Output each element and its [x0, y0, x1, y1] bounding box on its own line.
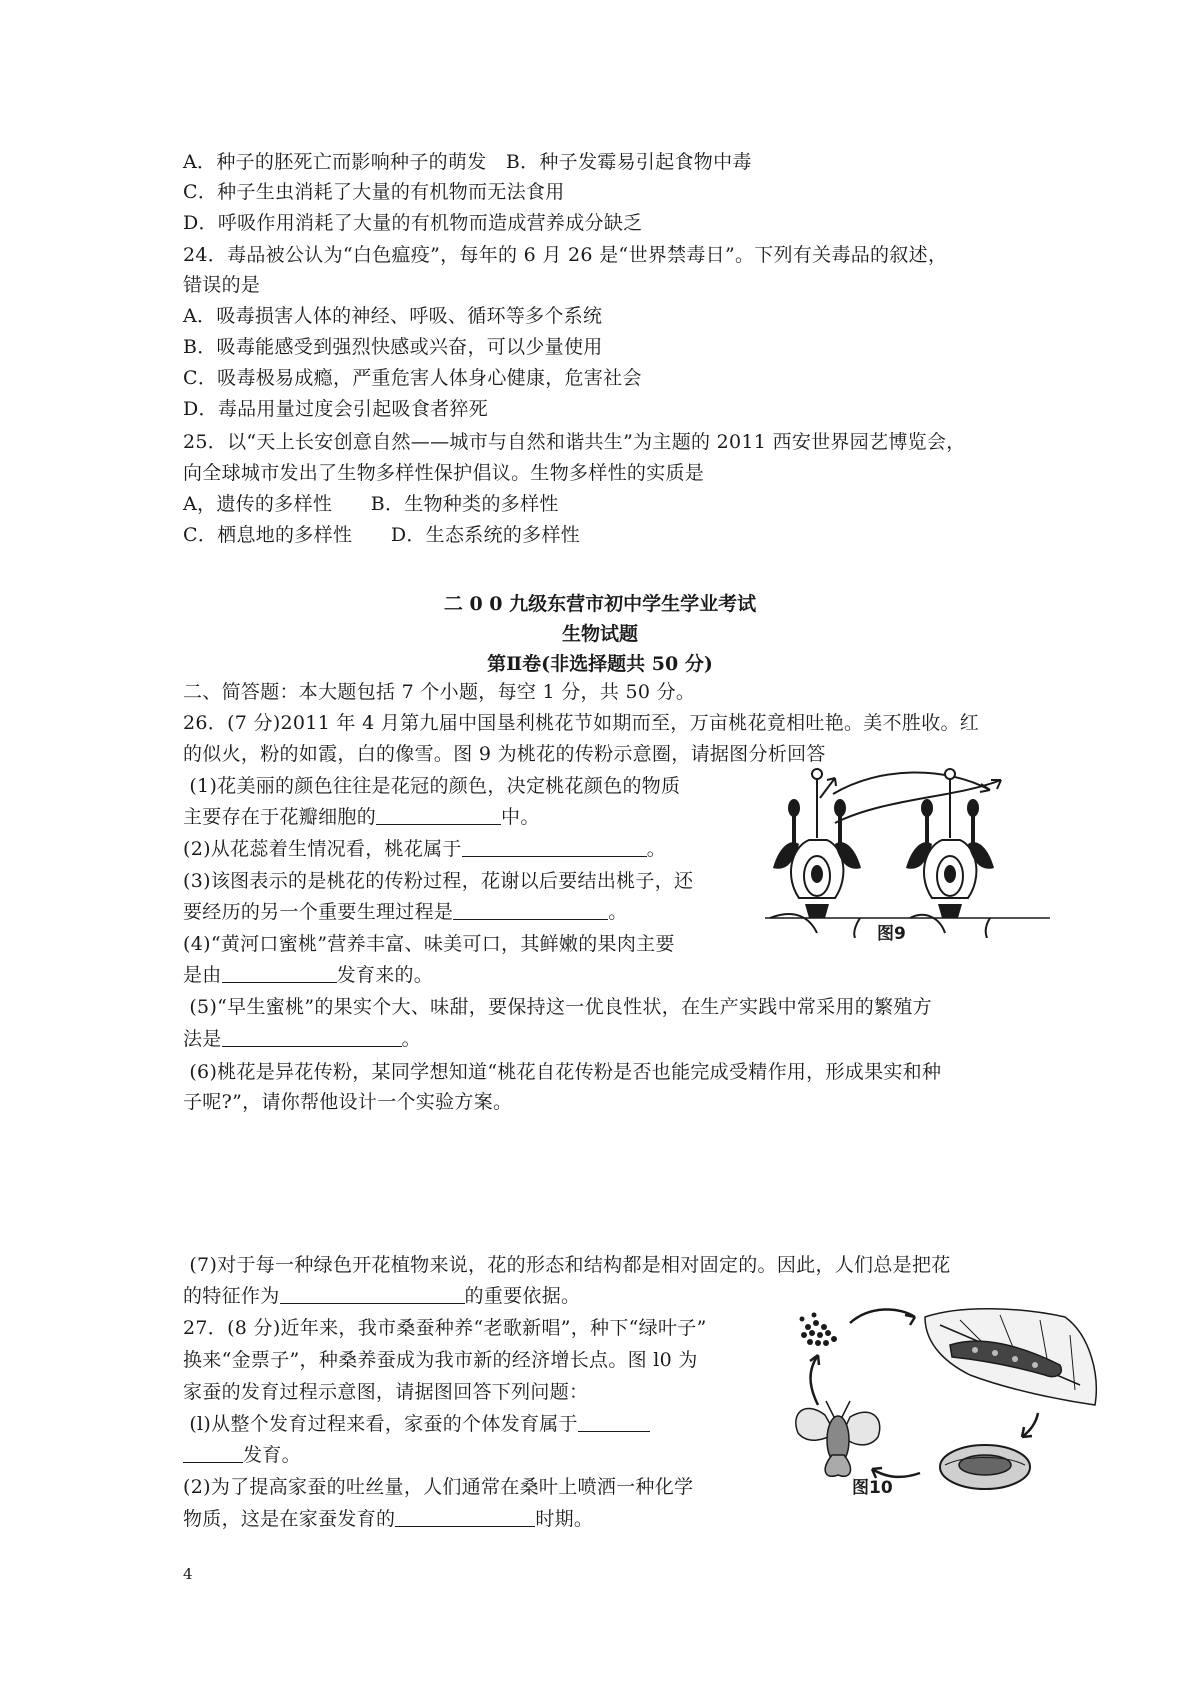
- q27-part1-line2: 发育。: [183, 1443, 301, 1467]
- section-instructions: 二、简答题：本大题包括 7 个小题，每空 1 分，共 50 分。: [183, 681, 696, 703]
- answer-blank[interactable]: [280, 1285, 465, 1304]
- q23-option-c: C．种子生虫消耗了大量的有机物而无法食用: [183, 181, 565, 203]
- q26-part7-line2: 的特征作为 的重要依据。: [183, 1285, 581, 1307]
- answer-blank[interactable]: [183, 1444, 243, 1463]
- q23-option-d: D．呼吸作用消耗了大量的有机物而造成营养成分缺乏: [183, 212, 643, 234]
- page-number: 4: [183, 1565, 193, 1583]
- q25-options-c-d: C．栖息地的多样性 D．生态系统的多样性: [183, 524, 581, 546]
- q27-part1-line1: (l)从整个发育过程来看，家蚕的个体发育属于: [183, 1412, 650, 1436]
- q25-options-a-b: A，遗传的多样性 B．生物种类的多样性: [183, 493, 559, 515]
- subject-title: 生物试题: [561, 623, 638, 645]
- q26-part1-line1: (1)花美丽的颜色往往是花冠的颜色，决定桃花颜色的物质: [183, 775, 681, 797]
- q24-option-b: B．吸毒能感受到强烈快感或兴奋，可以少量使用: [183, 336, 603, 358]
- q25-stem-line2: 向全球城市发出了生物多样性保护倡议。生物多样性的实质是: [183, 462, 705, 484]
- answer-blank[interactable]: [395, 1508, 535, 1527]
- q27-part2-line1: (2)为了提高家蚕的吐丝量，人们通常在桑叶上喷洒一种化学: [183, 1476, 694, 1498]
- q26-part3-line2: 要经历的另一个重要生理过程是 。: [183, 901, 628, 923]
- figure-10-caption: 图10: [852, 1478, 893, 1498]
- q27-stem-line1: 27．(8 分)近年来，我市桑蚕种养“老歌新唱”，种下“绿叶子”: [183, 1317, 707, 1339]
- q24-option-c: C．吸毒极易成瘾，严重危害人体身心健康，危害社会: [183, 367, 642, 389]
- q26-stem-line1: 26．(7 分)2011 年 4 月第九届中国垦利桃花节如期而至，万亩桃花竟相吐艳。美不胜收。红: [183, 712, 980, 734]
- q26-part5-line1: (5)“早生蜜桃”的果实个大、味甜，要保持这一优良性状，在生产实践中常采用的繁殖方: [183, 996, 932, 1018]
- silkworm-life-cycle-figure: [790, 1305, 1100, 1500]
- q26-part1-line2: 主要存在于花瓣细胞的 中。: [183, 806, 540, 828]
- q27-stem-line2: 换来“金票子”，种桑养蚕成为我市新的经济增长点。图 l0 为: [183, 1349, 698, 1371]
- paper-section-title: 第Ⅱ卷(非选择题共 50 分): [487, 653, 713, 675]
- q24-stem-line1: 24．毒品被公认为“白色瘟疫”，每年的 6 月 26 是“世界禁毒日”。下列有关毒品的叙述，: [183, 244, 948, 266]
- q26-part7-line1: (7)对于每一种绿色开花植物来说，花的形态和结构都是相对固定的。因此，人们总是把花: [183, 1254, 951, 1276]
- q26-part2: (2)从花蕊着生情况看，桃花属于 。: [183, 838, 667, 860]
- figure-9-caption: 图9: [877, 924, 906, 944]
- q23-options-a-b: A．种子的胚死亡而影响种子的萌发 B．种子发霉易引起食物中毒: [183, 151, 752, 173]
- q26-part4-line2: 是由 发育来的。: [183, 964, 434, 986]
- q26-part4-line1: (4)“黄河口蜜桃”营养丰富、味美可口，其鲜嫩的果肉主要: [183, 933, 675, 955]
- q26-part3-line1: (3)该图表示的是桃花的传粉过程，花谢以后要结出桃子，还: [183, 870, 694, 892]
- q26-part5-line2: 法是 。: [183, 1028, 421, 1050]
- q27-stem-line3: 家蚕的发育过程示意图，请据图回答下列问题：: [183, 1381, 589, 1403]
- q25-stem-line1: 25．以“天上长安创意自然——城市与自然和谐共生”为主题的 2011 西安世界园艺博览会，: [183, 431, 966, 453]
- silkworm-eggs: [800, 1313, 838, 1347]
- q26-part6-line1: (6)桃花是异花传粉，某同学想知道“桃花自花传粉是否也能完成受精作用，形成果实和种: [183, 1061, 942, 1083]
- q27-part2-line2: 物质，这是在家蚕发育的 时期。: [183, 1508, 594, 1530]
- answer-blank[interactable]: [578, 1413, 650, 1432]
- q24-stem-line2: 错误的是: [183, 274, 261, 296]
- peach-flower-pollination-figure: [765, 768, 1050, 938]
- answer-blank[interactable]: [376, 806, 501, 825]
- q24-option-d: D．毒品用量过度会引起吸食者猝死: [183, 398, 489, 420]
- q26-part6-line2: 子呢?”，请你帮他设计一个实验方案。: [183, 1091, 513, 1113]
- answer-blank[interactable]: [222, 964, 337, 983]
- answer-blank[interactable]: [453, 901, 608, 920]
- answer-blank[interactable]: [462, 838, 647, 857]
- q26-stem-line2: 的似火，粉的如霞，白的像雪。图 9 为桃花的传粉示意圈，请据图分析回答: [183, 743, 826, 765]
- q24-option-a: A．吸毒损害人体的神经、呼吸、循环等多个系统: [183, 305, 603, 327]
- exam-title: 二 0 0 九级东营市初中学生学业考试: [443, 593, 757, 615]
- silkworm-cocoon: [940, 1445, 1030, 1489]
- answer-blank[interactable]: [222, 1028, 402, 1047]
- silkworm-moth: [796, 1401, 880, 1476]
